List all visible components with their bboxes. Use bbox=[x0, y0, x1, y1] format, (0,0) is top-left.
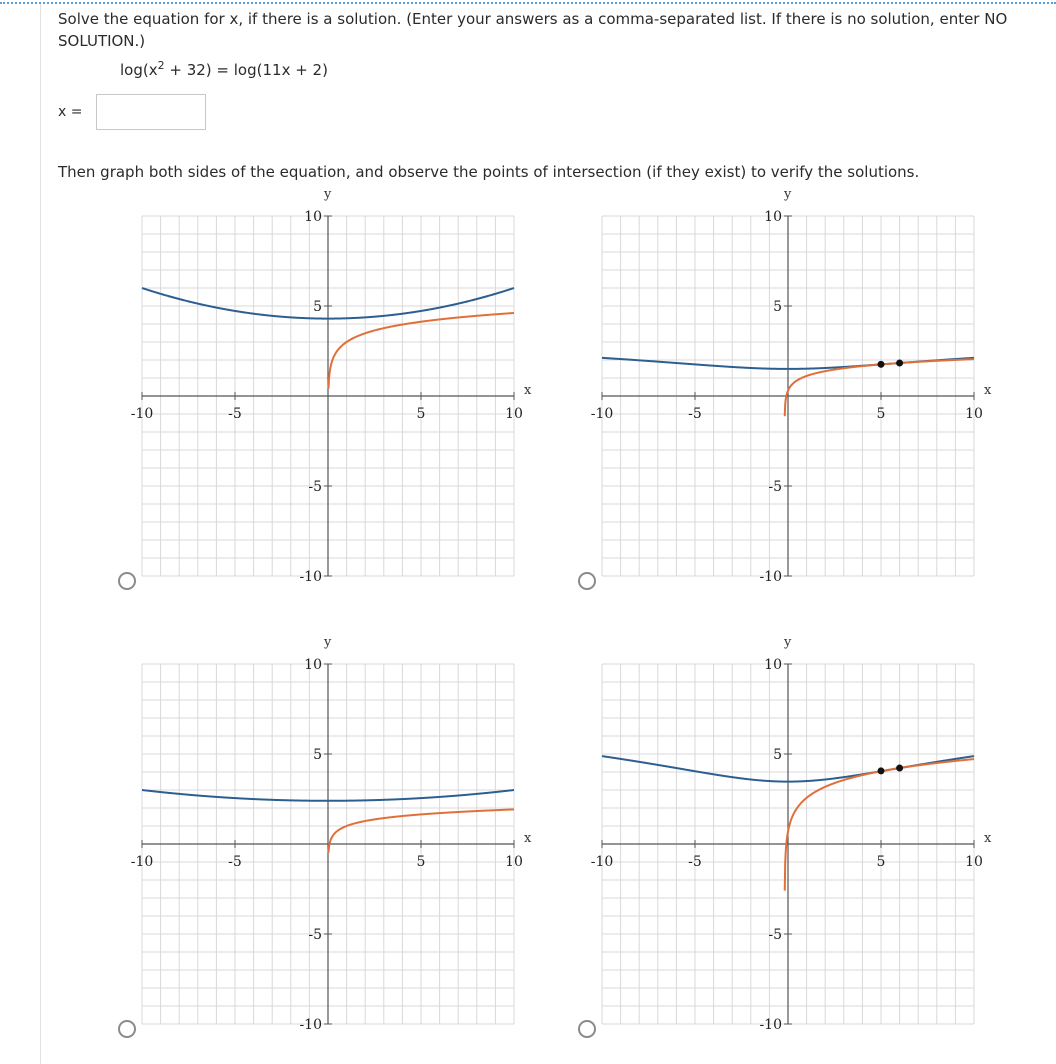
radio-option-c[interactable] bbox=[118, 1020, 136, 1038]
y-tick-label: 5 bbox=[773, 299, 782, 315]
y-tick-label: -10 bbox=[759, 569, 782, 585]
y-tick-label: -10 bbox=[299, 569, 322, 585]
x-axis-label: x bbox=[984, 831, 992, 846]
radio-option-b[interactable] bbox=[578, 572, 596, 590]
y-tick-label: 10 bbox=[304, 209, 322, 225]
graph-d-svg bbox=[590, 634, 1010, 1034]
y-tick-label: 10 bbox=[304, 657, 322, 673]
graph-c bbox=[130, 634, 550, 1038]
intersection-point bbox=[896, 360, 903, 367]
y-axis-label: y bbox=[784, 635, 792, 650]
graph-b-svg bbox=[590, 186, 1010, 586]
graph-instruction: Then graph both sides of the equation, and observe the points of intersection (if they exist) to verify the solutions. bbox=[58, 163, 920, 181]
x-tick-label: -5 bbox=[688, 406, 702, 422]
graph-c-svg bbox=[130, 634, 550, 1034]
x-axis-label: x bbox=[984, 383, 992, 398]
y-tick-label: 10 bbox=[764, 657, 782, 673]
x-tick-label: -10 bbox=[130, 406, 154, 422]
x-tick-label: -10 bbox=[590, 854, 614, 870]
x-axis-label: x bbox=[524, 831, 532, 846]
x-tick-label: 5 bbox=[876, 854, 886, 870]
equation bbox=[120, 59, 328, 79]
x-tick-label: 10 bbox=[965, 406, 983, 422]
intersection-point bbox=[878, 767, 885, 774]
left-rule bbox=[40, 4, 41, 1064]
x-tick-label: 10 bbox=[505, 854, 523, 870]
x-axis-label: x bbox=[524, 383, 532, 398]
x-tick-label: -10 bbox=[590, 406, 614, 422]
y-tick-label: 10 bbox=[764, 209, 782, 225]
graph-a-svg bbox=[130, 186, 550, 586]
y-tick-label: -5 bbox=[308, 927, 322, 943]
question-top-border bbox=[0, 2, 1056, 4]
intersection-point bbox=[896, 765, 903, 772]
x-tick-label: -5 bbox=[228, 406, 242, 422]
equation-exponent: 2 bbox=[157, 59, 165, 72]
series-curve-2 bbox=[785, 759, 974, 891]
x-tick-label: -5 bbox=[228, 854, 242, 870]
intersection-point bbox=[878, 361, 885, 368]
y-axis-label: y bbox=[784, 187, 792, 202]
radio-option-d[interactable] bbox=[578, 1020, 596, 1038]
y-axis-label: y bbox=[324, 635, 332, 650]
x-tick-label: -10 bbox=[130, 854, 154, 870]
y-tick-label: -10 bbox=[299, 1017, 322, 1033]
x-tick-label: 10 bbox=[505, 406, 523, 422]
x-tick-label: -5 bbox=[688, 854, 702, 870]
graph-d bbox=[590, 634, 1010, 1038]
graph-a bbox=[130, 186, 550, 590]
equation-lhs: log(x bbox=[120, 61, 158, 79]
y-axis-label: y bbox=[324, 187, 332, 202]
x-tick-label: 5 bbox=[416, 406, 426, 422]
x-tick-label: 10 bbox=[965, 854, 983, 870]
y-tick-label: -5 bbox=[768, 927, 782, 943]
x-tick-label: 5 bbox=[416, 854, 426, 870]
equation-rhs: + 32) = log(11x + 2) bbox=[164, 61, 328, 79]
answer-input[interactable] bbox=[96, 94, 206, 130]
radio-option-a[interactable] bbox=[118, 572, 136, 590]
y-tick-label: -5 bbox=[768, 479, 782, 495]
y-tick-label: 5 bbox=[313, 747, 322, 763]
y-tick-label: -5 bbox=[308, 479, 322, 495]
graph-b bbox=[590, 186, 1010, 590]
y-tick-label: -10 bbox=[759, 1017, 782, 1033]
answer-row bbox=[58, 93, 206, 131]
y-tick-label: 5 bbox=[773, 747, 782, 763]
x-tick-label: 5 bbox=[876, 406, 886, 422]
question-prompt: Solve the equation for x, if there is a solution. (Enter your answers as a comma-separated list. If there is no solution, enter NO SOLUTION.) bbox=[58, 10, 1008, 50]
answer-label: x = bbox=[58, 104, 83, 120]
y-tick-label: 5 bbox=[313, 299, 322, 315]
